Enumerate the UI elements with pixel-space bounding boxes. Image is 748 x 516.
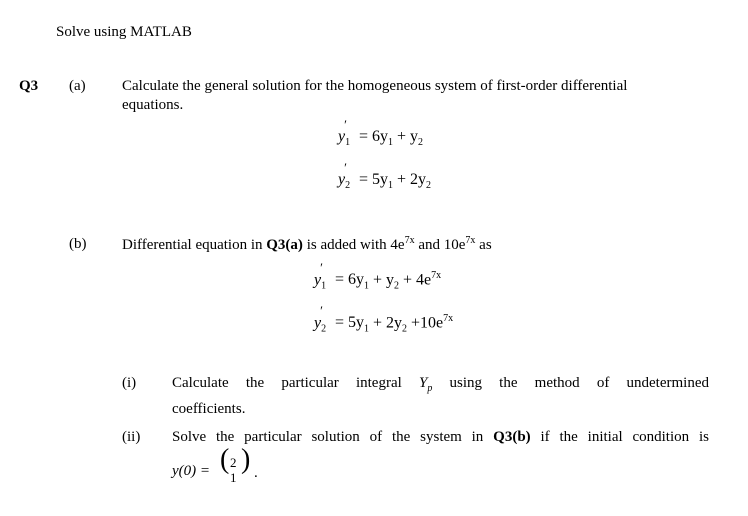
part-a-label: (a) (69, 78, 86, 94)
left-paren: ( (220, 444, 230, 475)
part-a-equation-1: $y_1' = 6y_1 + y_2$ (338, 117, 424, 149)
sub-i-text-line2: coefficients. (172, 401, 246, 417)
part-a-text-line1: Calculate the general solution for the homogeneous system of first-order differential (122, 78, 628, 94)
initial-vector (230, 455, 237, 485)
sub-ii-label: (ii) (122, 429, 141, 445)
right-paren: ) (241, 444, 251, 475)
part-b-equation-1: $y_1' = 6y_1 + y_2 + 4e^{7x}$ (314, 260, 442, 292)
sub-i-text-line1: Calculate the particular integral $Y_p$ using the method of undetermined (172, 375, 709, 394)
part-b-equation-2: $y_2' = 5y_1 + 2y_2 +10e^{7x}$ (314, 303, 454, 335)
vector-top: 2 (230, 455, 237, 470)
initial-condition: y(0) = ( 2 1 ) . (172, 444, 258, 485)
sub-i-label: (i) (122, 375, 137, 391)
sub-ii-text: Solve the particular solution of the system in Q3(b) if the initial condition is (172, 429, 709, 445)
question-number: Q3 (19, 78, 39, 94)
part-a-equation-2: $y_2' = 5y_1 + 2y_2$ (338, 160, 432, 192)
part-a-text-line2: equations. (122, 97, 184, 113)
instruction: Solve using MATLAB (56, 24, 192, 40)
part-b-text: Differential equation in Q3(a) is added with $4e^{7x}$ and $10e^{7x}$ as (122, 235, 492, 253)
part-b-label: (b) (69, 236, 87, 252)
vector-bottom: 1 (230, 470, 237, 485)
